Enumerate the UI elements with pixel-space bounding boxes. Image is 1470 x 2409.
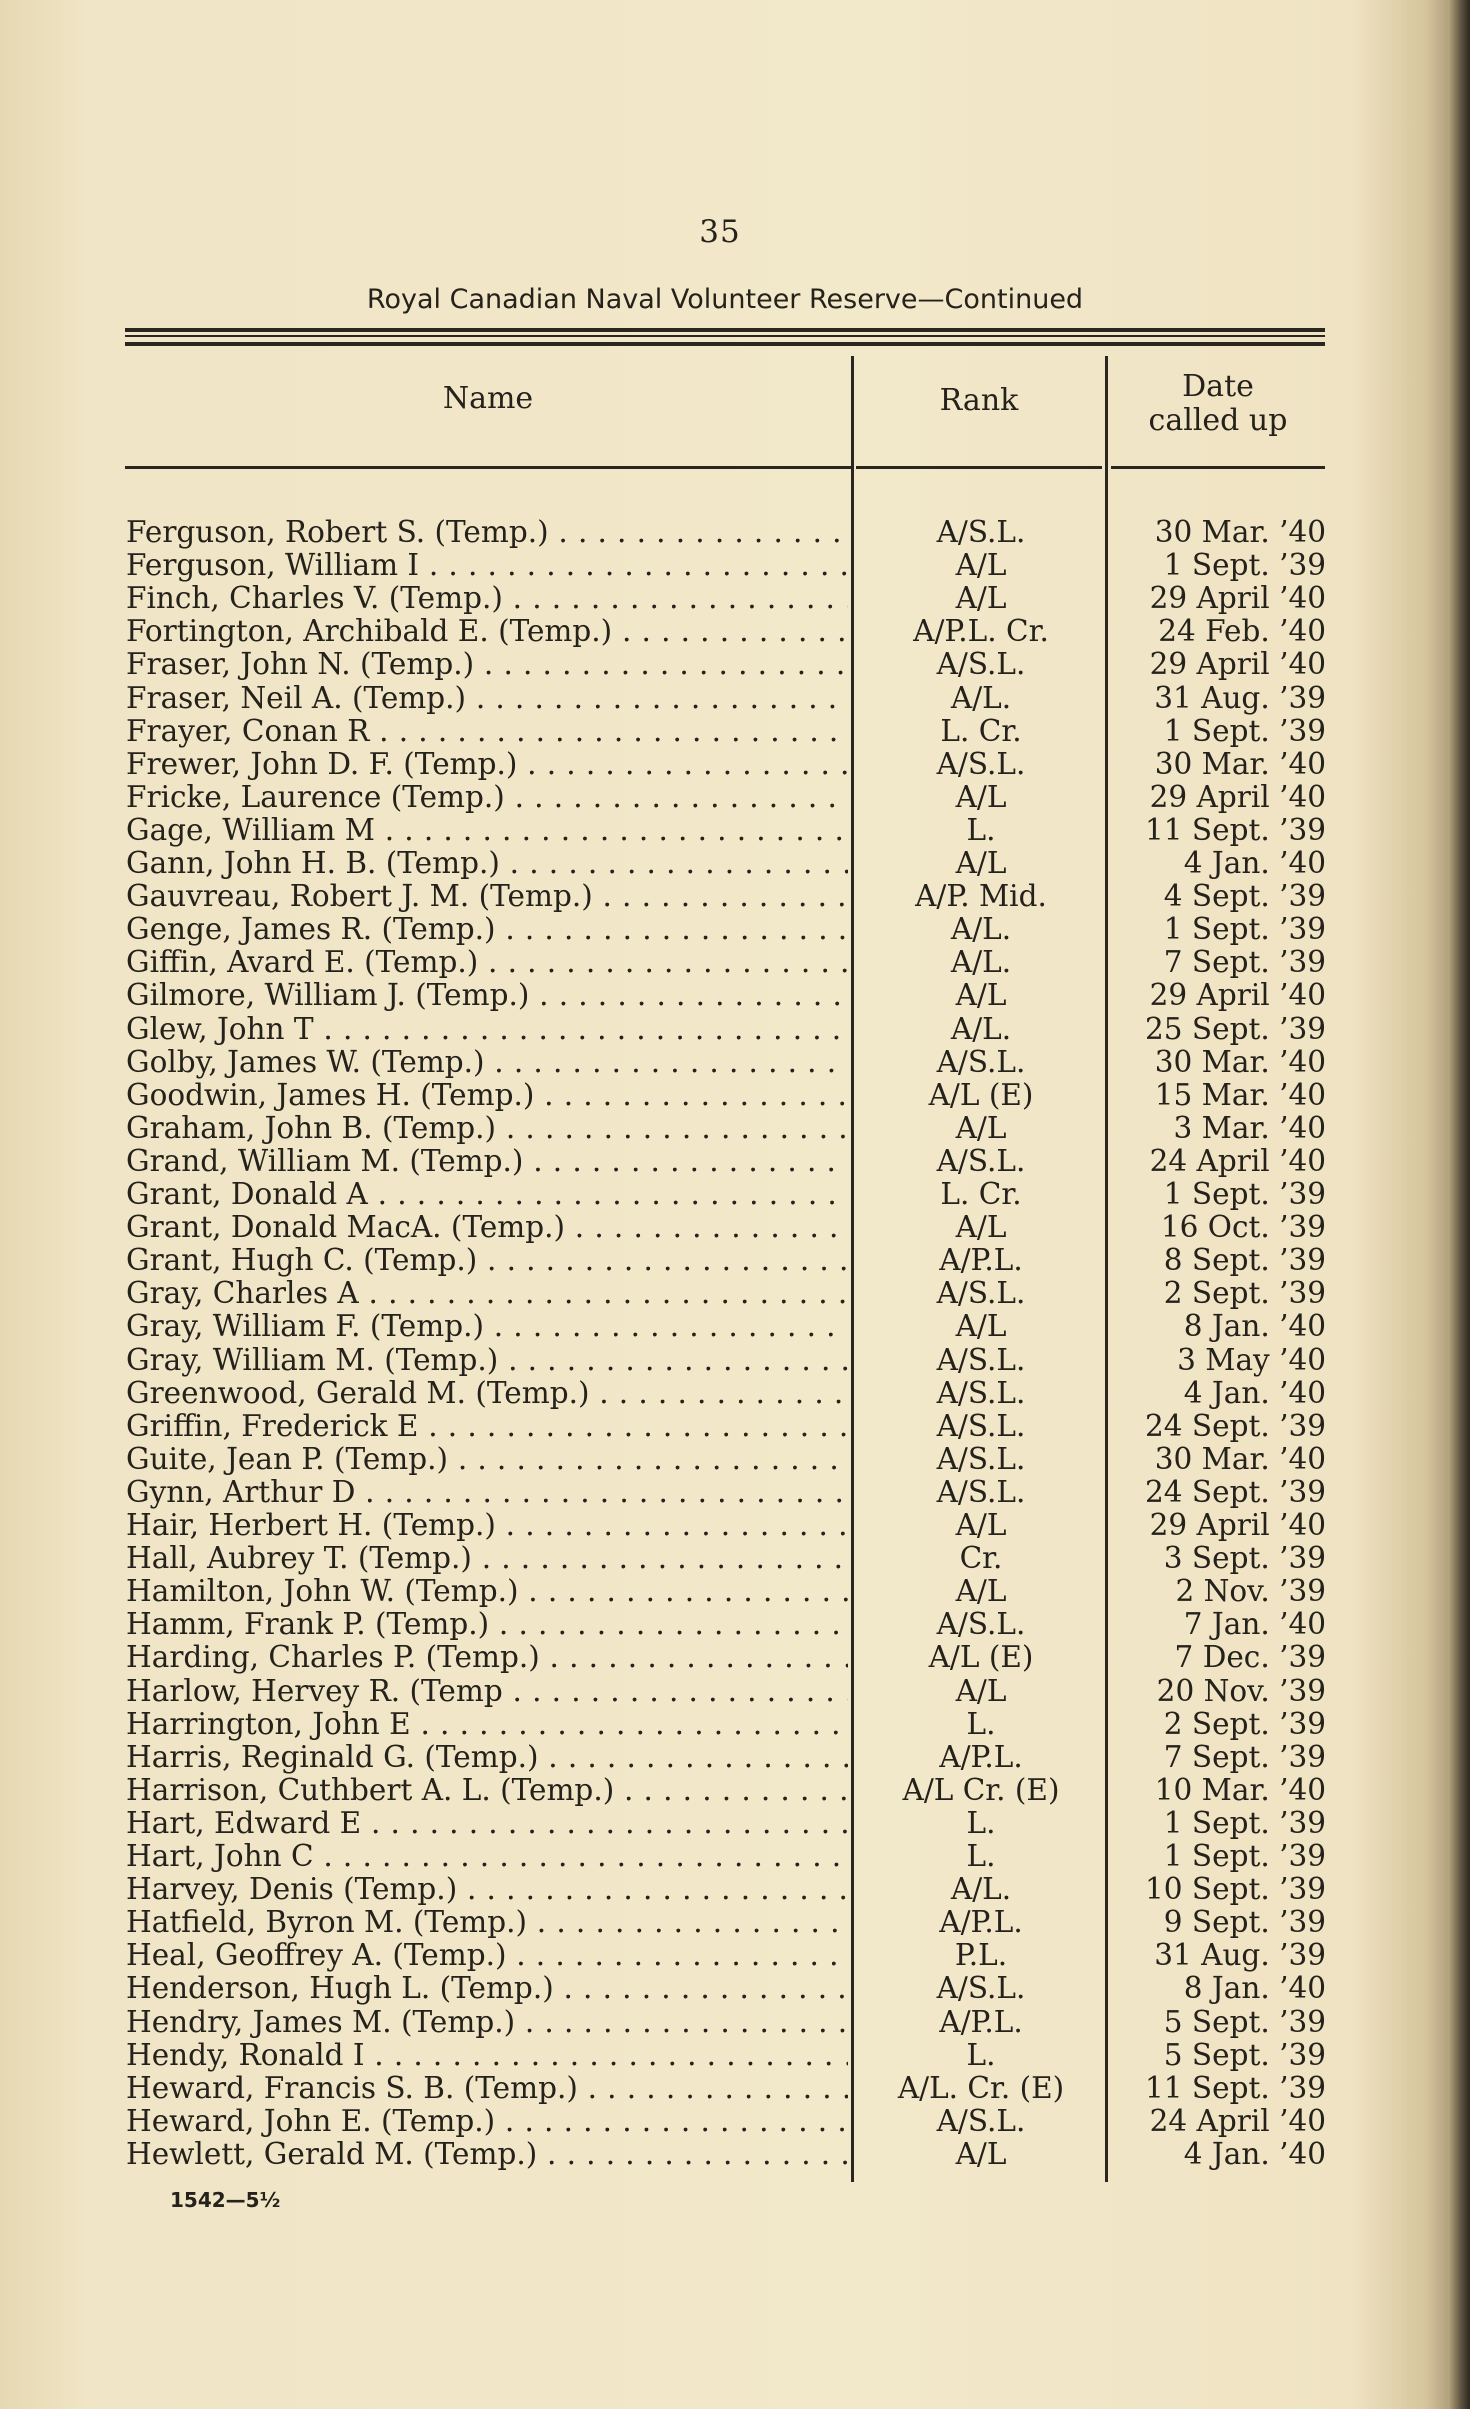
cell-name: Grant, Donald MacA. (Temp.) . . . bbox=[126, 1211, 848, 1244]
cell-name: Hall, Aubrey T. (Temp.) . . . bbox=[126, 1542, 848, 1575]
table-row bbox=[0, 913, 1470, 946]
table-row bbox=[0, 1145, 1470, 1178]
cell-date-called-up: 30 Mar. ’40 bbox=[1154, 515, 1326, 549]
table-row bbox=[0, 1046, 1470, 1079]
column-header-rank: Rank bbox=[939, 383, 1019, 418]
cell-date-called-up: 3 Sept. ’39 bbox=[1163, 1541, 1326, 1576]
cell-date-called-up: 31 Aug. ’39 bbox=[1154, 680, 1326, 715]
cell-rank: A/S.L. bbox=[936, 1143, 1026, 1178]
table-row bbox=[0, 615, 1470, 648]
cell-name: Gray, William M. (Temp.) . . . bbox=[126, 1344, 848, 1377]
cell-rank: A/L bbox=[955, 1210, 1007, 1245]
cell-date-called-up: 30 Mar. ’40 bbox=[1154, 746, 1326, 781]
cell-name: Greenwood, Gerald M. (Temp.) . . . bbox=[126, 1377, 848, 1410]
table-row bbox=[0, 1807, 1470, 1840]
cell-rank: L. Cr. bbox=[940, 713, 1022, 748]
cell-date-called-up: 5 Sept. ’39 bbox=[1163, 2004, 1326, 2039]
cell-date-called-up: 1 Sept. ’39 bbox=[1163, 912, 1326, 947]
header-rule-bottom bbox=[125, 342, 1325, 346]
cell-date-called-up: 29 April ’40 bbox=[1149, 581, 1326, 616]
cell-date-called-up: 2 Sept. ’39 bbox=[1163, 1706, 1326, 1741]
cell-rank: A/L bbox=[955, 1673, 1007, 1708]
table-row bbox=[0, 1476, 1470, 1509]
cell-rank: L. bbox=[966, 1839, 996, 1873]
cell-rank: A/L bbox=[955, 846, 1007, 880]
cell-rank: A/L Cr. (E) bbox=[902, 1772, 1060, 1807]
cell-rank: A/L (E) bbox=[928, 1077, 1034, 1112]
cell-name: Grant, Donald A . . . bbox=[126, 1178, 848, 1211]
cell-rank: A/S.L. bbox=[936, 1607, 1026, 1642]
cell-date-called-up: 11 Sept. ’39 bbox=[1145, 2070, 1326, 2105]
cell-rank: A/P.L. bbox=[939, 1243, 1023, 1278]
cell-rank: L. bbox=[966, 812, 996, 847]
cell-name: Harris, Reginald G. (Temp.) . . . bbox=[126, 1741, 848, 1774]
cell-rank: A/L bbox=[955, 1508, 1007, 1542]
table-row bbox=[0, 1310, 1470, 1343]
cell-rank: A/S.L. bbox=[936, 515, 1026, 549]
table-row bbox=[0, 1939, 1470, 1972]
rank-header-underline bbox=[856, 466, 1102, 469]
table-row bbox=[0, 1840, 1470, 1873]
page-number: 35 bbox=[699, 214, 741, 250]
table-row bbox=[0, 2039, 1470, 2072]
table-row bbox=[0, 1509, 1470, 1542]
table-row bbox=[0, 781, 1470, 814]
cell-name: Gray, William F. (Temp.) . . . bbox=[126, 1310, 848, 1343]
cell-rank: A/S.L. bbox=[936, 2103, 1026, 2138]
column-header-name: Name bbox=[442, 381, 534, 416]
table-row bbox=[0, 748, 1470, 781]
column-header-date bbox=[1111, 370, 1325, 438]
cell-name: Gann, John H. B. (Temp.) . . . bbox=[126, 847, 848, 880]
table-row bbox=[0, 979, 1470, 1012]
cell-name: Gynn, Arthur D . . . bbox=[126, 1476, 848, 1509]
cell-name: Fraser, Neil A. (Temp.) . . . bbox=[126, 682, 848, 715]
cell-date-called-up: 24 Sept. ’39 bbox=[1145, 1474, 1326, 1509]
name-header-underline bbox=[125, 466, 851, 469]
cell-date-called-up: 2 Sept. ’39 bbox=[1163, 1276, 1326, 1311]
cell-date-called-up: 3 May ’40 bbox=[1177, 1342, 1326, 1377]
cell-name: Hamilton, John W. (Temp.) . . . bbox=[126, 1575, 848, 1608]
header-rule-thin bbox=[125, 335, 1325, 337]
cell-rank: A/S.L. bbox=[936, 746, 1026, 781]
cell-name: Hair, Herbert H. (Temp.) . . . bbox=[126, 1509, 848, 1542]
table-row bbox=[0, 516, 1470, 549]
cell-date-called-up: 4 Jan. ’40 bbox=[1183, 846, 1326, 880]
cell-name: Grand, William M. (Temp.) . . . bbox=[126, 1145, 848, 1178]
cell-rank: A/L. Cr. (E) bbox=[897, 2070, 1065, 2105]
cell-name: Heward, Francis S. B. (Temp.) . . . bbox=[126, 2072, 848, 2105]
cell-rank: L. bbox=[966, 1706, 996, 1741]
cell-rank: A/L bbox=[955, 548, 1007, 583]
cell-rank: A/P. Mid. bbox=[915, 879, 1047, 914]
cell-rank: A/S.L. bbox=[936, 1044, 1026, 1079]
cell-name: Giffin, Avard E. (Temp.) . . . bbox=[126, 946, 848, 979]
cell-date-called-up: 4 Sept. ’39 bbox=[1163, 879, 1326, 914]
cell-rank: Cr. bbox=[959, 1541, 1003, 1576]
cell-name: Heward, John E. (Temp.) . . . bbox=[126, 2105, 848, 2138]
cell-name: Hewlett, Gerald M. (Temp.) . . . bbox=[126, 2138, 848, 2171]
table-row bbox=[0, 582, 1470, 615]
cell-name: Fricke, Laurence (Temp.) . . . bbox=[126, 781, 848, 814]
cell-name: Frewer, John D. F. (Temp.) . . . bbox=[126, 748, 848, 781]
cell-rank: A/L. bbox=[950, 912, 1012, 947]
cell-name: Fraser, John N. (Temp.) . . . bbox=[126, 648, 848, 681]
cell-rank: A/P.L. bbox=[939, 2004, 1023, 2039]
cell-date-called-up: 30 Mar. ’40 bbox=[1154, 1044, 1326, 1079]
cell-name: Gray, Charles A . . . bbox=[126, 1277, 848, 1310]
cell-rank: A/L. bbox=[950, 680, 1012, 715]
date-header-underline bbox=[1111, 466, 1325, 469]
table-row bbox=[0, 946, 1470, 979]
cell-rank: A/L. bbox=[950, 1011, 1012, 1046]
table-row bbox=[0, 1641, 1470, 1674]
cell-rank: A/L (E) bbox=[928, 1640, 1034, 1675]
cell-rank: A/L. bbox=[950, 945, 1012, 980]
running-title: Royal Canadian Naval Volunteer Reserve—Continued bbox=[366, 284, 1084, 315]
table-row bbox=[0, 1774, 1470, 1807]
cell-name: Grant, Hugh C. (Temp.) . . . bbox=[126, 1244, 848, 1277]
cell-date-called-up: 24 Sept. ’39 bbox=[1145, 1408, 1326, 1443]
column-header-date-line2: called up bbox=[1148, 403, 1288, 438]
cell-date-called-up: 7 Dec. ’39 bbox=[1174, 1640, 1326, 1675]
cell-name: Griffin, Frederick E . . . bbox=[126, 1410, 848, 1443]
cell-date-called-up: 1 Sept. ’39 bbox=[1163, 1177, 1326, 1211]
table-row bbox=[0, 1013, 1470, 1046]
table-row bbox=[0, 1410, 1470, 1443]
cell-name: Graham, John B. (Temp.) . . . bbox=[126, 1112, 848, 1145]
table-row bbox=[0, 1178, 1470, 1211]
cell-name: Gilmore, William J. (Temp.) . . . bbox=[126, 979, 848, 1012]
cell-rank: A/S.L. bbox=[936, 1342, 1026, 1377]
table-row bbox=[0, 1675, 1470, 1708]
table-row bbox=[0, 1741, 1470, 1774]
cell-date-called-up: 29 April ’40 bbox=[1149, 779, 1326, 814]
cell-date-called-up: 7 Sept. ’39 bbox=[1163, 1739, 1326, 1774]
cell-date-called-up: 31 Aug. ’39 bbox=[1154, 1938, 1326, 1973]
table-row bbox=[0, 1708, 1470, 1741]
cell-date-called-up: 8 Sept. ’39 bbox=[1163, 1243, 1326, 1278]
table-row bbox=[0, 549, 1470, 582]
table-row bbox=[0, 1079, 1470, 1112]
cell-rank: A/L bbox=[955, 1574, 1007, 1609]
cell-rank: L. bbox=[966, 2037, 996, 2072]
cell-name: Guite, Jean P. (Temp.) . . . bbox=[126, 1443, 848, 1476]
cell-date-called-up: 10 Sept. ’39 bbox=[1145, 1872, 1326, 1907]
cell-name: Gauvreau, Robert J. M. (Temp.) . . . bbox=[126, 880, 848, 913]
cell-date-called-up: 29 April ’40 bbox=[1149, 647, 1326, 682]
cell-name: Genge, James R. (Temp.) . . . bbox=[126, 913, 848, 946]
cell-name: Hatfield, Byron M. (Temp.) . . . bbox=[126, 1906, 848, 1939]
cell-rank: A/L bbox=[955, 2136, 1007, 2171]
table-row bbox=[0, 1906, 1470, 1939]
cell-name: Harding, Charles P. (Temp.) . . . bbox=[126, 1641, 848, 1674]
cell-rank: A/S.L. bbox=[936, 1408, 1026, 1443]
cell-date-called-up: 3 Mar. ’40 bbox=[1173, 1110, 1326, 1145]
cell-name: Harlow, Hervey R. (Temp . . . bbox=[126, 1675, 848, 1708]
cell-rank: L. bbox=[966, 1805, 996, 1840]
cell-rank: A/P.L. bbox=[939, 1739, 1023, 1774]
table-row bbox=[0, 1277, 1470, 1310]
cell-name: Frayer, Conan R . . . bbox=[126, 715, 848, 748]
cell-date-called-up: 1 Sept. ’39 bbox=[1163, 713, 1326, 748]
cell-rank: A/S.L. bbox=[936, 1276, 1026, 1311]
cell-name: Ferguson, William I . . . bbox=[126, 549, 848, 582]
cell-date-called-up: 24 April ’40 bbox=[1149, 1143, 1326, 1178]
header-rule-top bbox=[125, 328, 1325, 332]
cell-name: Glew, John T . . . bbox=[126, 1013, 848, 1046]
cell-rank: A/L bbox=[955, 978, 1007, 1013]
cell-name: Fortington, Archibald E. (Temp.) . . . bbox=[126, 615, 848, 648]
cell-rank: L. Cr. bbox=[940, 1177, 1022, 1211]
cell-rank: P.L. bbox=[954, 1938, 1008, 1973]
cell-rank: A/S.L. bbox=[936, 647, 1026, 682]
table-row bbox=[0, 2072, 1470, 2105]
table-row bbox=[0, 1344, 1470, 1377]
cell-date-called-up: 2 Nov. ’39 bbox=[1175, 1574, 1326, 1609]
table-row bbox=[0, 2006, 1470, 2039]
table-row bbox=[0, 682, 1470, 715]
cell-rank: A/L bbox=[955, 1110, 1007, 1145]
table-row bbox=[0, 880, 1470, 913]
cell-rank: A/S.L. bbox=[936, 1971, 1026, 2006]
cell-name: Gage, William M . . . bbox=[126, 814, 848, 847]
cell-name: Golby, James W. (Temp.) . . . bbox=[126, 1046, 848, 1079]
table-row bbox=[0, 847, 1470, 880]
cell-rank: A/L. bbox=[950, 1872, 1012, 1907]
cell-date-called-up: 7 Sept. ’39 bbox=[1163, 945, 1326, 980]
cell-date-called-up: 1 Sept. ’39 bbox=[1163, 1805, 1326, 1840]
cell-date-called-up: 20 Nov. ’39 bbox=[1156, 1673, 1326, 1708]
cell-date-called-up: 4 Jan. ’40 bbox=[1183, 1375, 1326, 1410]
cell-name: Heal, Geoffrey A. (Temp.) . . . bbox=[126, 1939, 848, 1972]
cell-date-called-up: 29 April ’40 bbox=[1149, 1508, 1326, 1542]
table-row bbox=[0, 1244, 1470, 1277]
cell-date-called-up: 15 Mar. ’40 bbox=[1154, 1077, 1326, 1112]
table-row bbox=[0, 1377, 1470, 1410]
cell-name: Harrington, John E . . . bbox=[126, 1708, 848, 1741]
cell-date-called-up: 24 April ’40 bbox=[1149, 2103, 1326, 2138]
cell-rank: A/L bbox=[955, 779, 1007, 814]
table-row bbox=[0, 1443, 1470, 1476]
table-row bbox=[0, 1211, 1470, 1244]
cell-name: Goodwin, James H. (Temp.) . . . bbox=[126, 1079, 848, 1112]
table-row bbox=[0, 2105, 1470, 2138]
cell-name: Harrison, Cuthbert A. L. (Temp.) . . . bbox=[126, 1774, 848, 1807]
cell-name: Harvey, Denis (Temp.) . . . bbox=[126, 1873, 848, 1906]
cell-name: Hendry, James M. (Temp.) . . . bbox=[126, 2006, 848, 2039]
table-row bbox=[0, 715, 1470, 748]
cell-rank: A/S.L. bbox=[936, 1375, 1026, 1410]
cell-rank: A/L bbox=[955, 581, 1007, 616]
cell-date-called-up: 1 Sept. ’39 bbox=[1163, 1839, 1326, 1873]
table-row bbox=[0, 1972, 1470, 2005]
cell-rank: A/S.L. bbox=[936, 1474, 1026, 1509]
printer-code: 1542—5½ bbox=[170, 2188, 281, 2212]
cell-date-called-up: 5 Sept. ’39 bbox=[1163, 2037, 1326, 2072]
table-row bbox=[0, 1608, 1470, 1641]
cell-date-called-up: 30 Mar. ’40 bbox=[1154, 1441, 1326, 1476]
cell-name: Hamm, Frank P. (Temp.) . . . bbox=[126, 1608, 848, 1641]
cell-date-called-up: 25 Sept. ’39 bbox=[1145, 1011, 1326, 1046]
table-row bbox=[0, 814, 1470, 847]
table-row bbox=[0, 1873, 1470, 1906]
table-row bbox=[0, 1575, 1470, 1608]
cell-date-called-up: 1 Sept. ’39 bbox=[1163, 548, 1326, 583]
table-row bbox=[0, 648, 1470, 681]
cell-name: Finch, Charles V. (Temp.) . . . bbox=[126, 582, 848, 615]
cell-name: Ferguson, Robert S. (Temp.) . . . bbox=[126, 516, 848, 549]
cell-rank: A/P.L. Cr. bbox=[913, 614, 1049, 649]
cell-date-called-up: 8 Jan. ’40 bbox=[1183, 1971, 1326, 2006]
cell-date-called-up: 9 Sept. ’39 bbox=[1163, 1905, 1326, 1940]
cell-date-called-up: 24 Feb. ’40 bbox=[1158, 614, 1326, 649]
cell-date-called-up: 16 Oct. ’39 bbox=[1160, 1210, 1326, 1245]
cell-name: Hart, John C . . . bbox=[126, 1840, 848, 1873]
cell-date-called-up: 29 April ’40 bbox=[1149, 978, 1326, 1013]
cell-date-called-up: 8 Jan. ’40 bbox=[1183, 1309, 1326, 1344]
cell-name: Hart, Edward E . . . bbox=[126, 1807, 848, 1840]
cell-date-called-up: 10 Mar. ’40 bbox=[1154, 1772, 1326, 1807]
table-row bbox=[0, 1112, 1470, 1145]
cell-date-called-up: 7 Jan. ’40 bbox=[1183, 1607, 1326, 1642]
table-row bbox=[0, 2138, 1470, 2171]
cell-rank: A/S.L. bbox=[936, 1441, 1026, 1476]
cell-rank: A/L bbox=[955, 1309, 1007, 1344]
cell-name: Hendy, Ronald I . . . bbox=[126, 2039, 848, 2072]
cell-date-called-up: 11 Sept. ’39 bbox=[1145, 812, 1326, 847]
column-header-date-line1: Date bbox=[1182, 369, 1254, 404]
cell-rank: A/P.L. bbox=[939, 1905, 1023, 1940]
cell-name: Henderson, Hugh L. (Temp.) . . . bbox=[126, 1972, 848, 2005]
cell-date-called-up: 4 Jan. ’40 bbox=[1183, 2136, 1326, 2171]
table-row bbox=[0, 1542, 1470, 1575]
